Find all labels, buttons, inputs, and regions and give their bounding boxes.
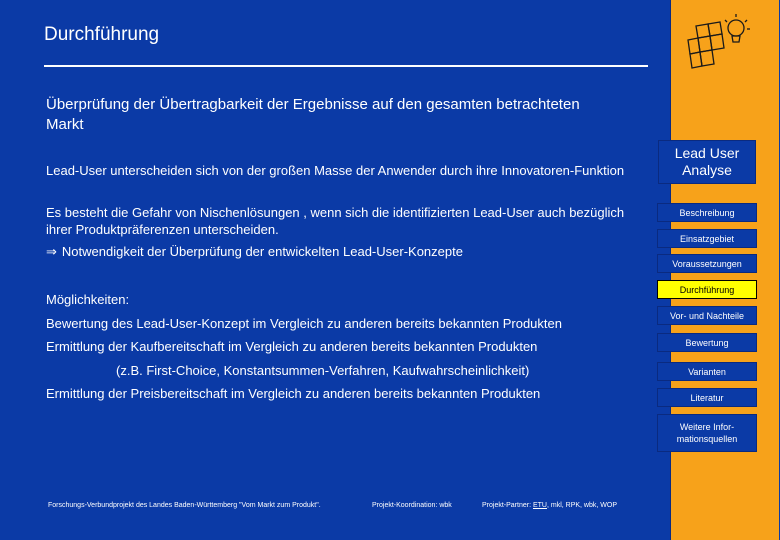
nav-vor-und-nachteile[interactable]: Vor- und Nachteile <box>657 306 757 325</box>
possibilities-heading: Möglichkeiten: <box>46 292 130 307</box>
footer-partner-rest: , mkl, RPK, wbk, WOP <box>546 502 617 509</box>
purchase-methods-example: (z.B. First-Choice, Konstantsummen-Verfahren, Kaufwahrscheinlichkeit) <box>116 363 530 378</box>
page-title: Durchführung <box>44 24 160 45</box>
footer-coordination: Projekt-Koordination: wbk <box>372 502 452 509</box>
possibility-purchase-willingness: Ermittlung der Kaufbereitschaft im Vergleich zu anderen bereits bekannten Produkten <box>46 339 538 354</box>
possibility-price-willingness: Ermittlung der Preisbereitschaft im Vergleich zu anderen bereits bekannten Produkten <box>46 386 541 401</box>
paragraph-niche-risk: Es besteht die Gefahr von Nischenlösungen , wenn sich die identifizierten Lead-User auch bezüglich ihrer Produktpräferenzen unterscheiden. <box>46 205 625 237</box>
nav-voraussetzungen[interactable]: Voraussetzungen <box>657 254 757 273</box>
nav-beschreibung[interactable]: Beschreibung <box>657 203 757 222</box>
slide-subtitle: Überprüfung der Übertragbarkeit der Ergebnisse auf den gesamten betrachteten Markt <box>46 96 580 133</box>
title-divider <box>44 65 648 67</box>
footer-project: Forschungs-Verbundprojekt des Landes Baden-Württemberg "Vom Markt zum Produkt". <box>48 502 321 509</box>
necessity-text: Notwendigkeit der Überprüfung der entwickelten Lead-User-Konzepte <box>61 244 463 259</box>
nav-varianten[interactable]: Varianten <box>657 362 757 381</box>
nav-bewertung[interactable]: Bewertung <box>657 333 757 352</box>
nav-literatur[interactable]: Literatur <box>657 388 757 407</box>
lead-user-analyse-heading: Lead User Analyse <box>658 140 756 184</box>
nav-durchfuehrung[interactable]: Durchführung <box>657 280 757 299</box>
footer-partner-etu-link[interactable]: ETU <box>532 502 547 509</box>
footer-partners <box>482 502 617 509</box>
footer-partner-prefix: Projekt-Partner: <box>482 502 532 509</box>
paragraph-necessity <box>46 243 636 260</box>
nav-weitere-informationsquellen[interactable]: Weitere Infor-mationsquellen <box>657 414 757 452</box>
nav-einsatzgebiet[interactable]: Einsatzgebiet <box>657 229 757 248</box>
puzzle-lightbulb-logo-icon <box>684 12 758 70</box>
possibility-evaluation: Bewertung des Lead-User-Konzept im Vergleich zu anderen bereits bekannten Produkten <box>46 316 562 331</box>
paragraph-innovator-function: Lead-User unterscheiden sich von der großen Masse der Anwender durch ihre Innovatoren-Funktion <box>46 163 625 178</box>
implies-arrow-icon: ⇒ <box>46 244 57 259</box>
